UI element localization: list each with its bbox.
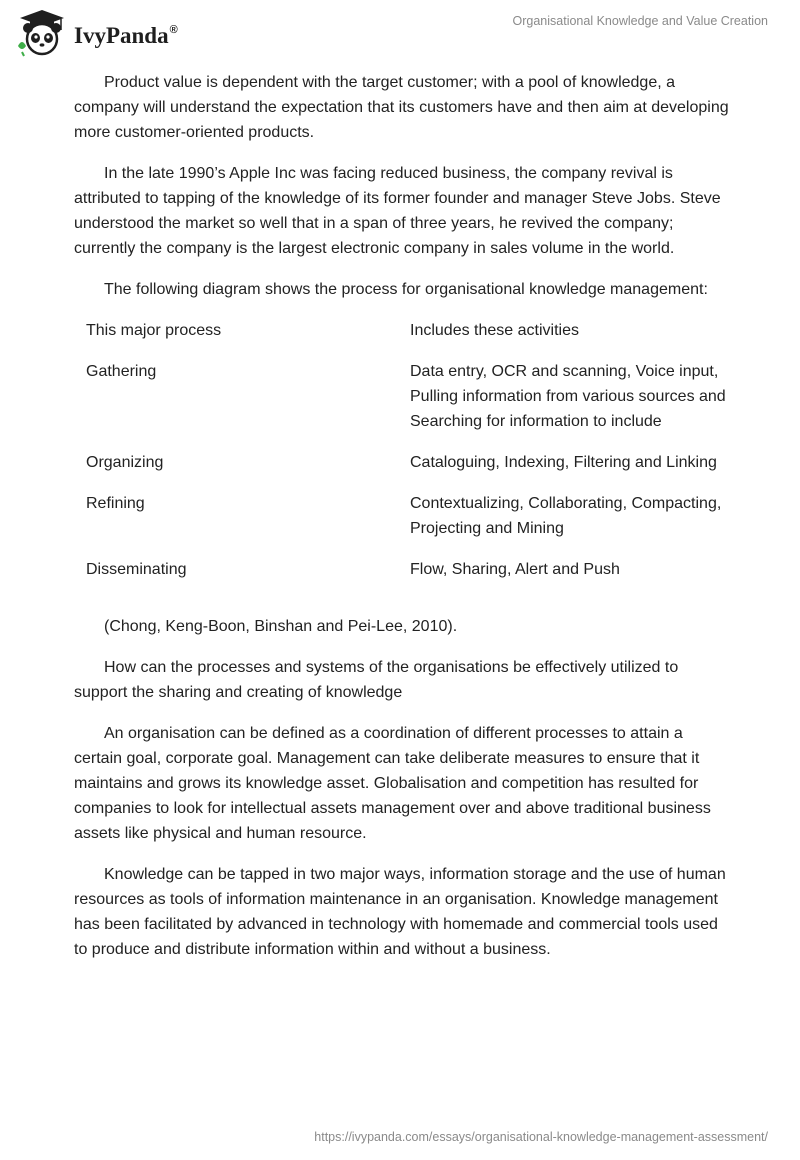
page-header [0, 0, 800, 60]
table-header-cell: This major process [86, 322, 222, 339]
table-cell-activities: Flow, Sharing, Alert and Push [410, 561, 620, 578]
source-url-link[interactable]: https://ivypanda.com/essays/organisational-knowledge-management-assessment/ [314, 1130, 768, 1144]
paragraph: The following diagram shows the process for organisational knowledge management: [104, 281, 708, 298]
knowledge-process-table [72, 318, 730, 598]
table-cell-process: Gathering [86, 363, 157, 380]
essay-content [74, 70, 734, 978]
table-cell-activities: Data entry, OCR and scanning, Voice input, Pulling information from various sources and Searching for information to include [410, 363, 726, 430]
table-cell-process: Disseminating [86, 561, 187, 578]
paragraph: Product value is dependent with the target customer; with a pool of knowledge, a company will understand the expectation that its customers have and then aim at developing more customer-oriented products. [74, 74, 729, 141]
table-cell-activities: Cataloguing, Indexing, Filtering and Linking [410, 454, 717, 471]
table-cell-process: Refining [86, 495, 145, 512]
brand-name: IvyPanda® [74, 23, 178, 48]
panda-logo-icon [14, 8, 70, 58]
paragraph: How can the processes and systems of the organisations be effectively utilized to support the sharing and creating of knowledge [74, 659, 679, 701]
table-row [72, 450, 730, 491]
table-header-cell: Includes these activities [410, 322, 579, 339]
document-title: Organisational Knowledge and Value Creation [512, 14, 768, 28]
paragraph: An organisation can be defined as a coordination of different processes to attain a certain goal, corporate goal. Management can take deliberate measures to ensure that it maintains and grows its knowledge asset. Globalisation and competition has resulted for companies to look for intellectual assets management over and above traditional business assets like physical and human resource. [74, 725, 711, 842]
table-row [72, 359, 730, 450]
table-cell-process: Organizing [86, 454, 164, 471]
table-header-row [72, 318, 730, 359]
table-row [72, 491, 730, 557]
paragraph: Knowledge can be tapped in two major ways, information storage and the use of human resources as tools of information maintenance in an organisation. Knowledge management has been facilitated by advanced in technology with homemade and commercial tools used to produce and distribute information within and without a business. [74, 866, 726, 958]
table-cell-activities: Contextualizing, Collaborating, Compacting, Projecting and Mining [410, 495, 722, 537]
citation: (Chong, Keng-Boon, Binshan and Pei-Lee, 2010). [104, 618, 458, 635]
table-row [72, 557, 730, 598]
logo-link[interactable] [14, 8, 178, 58]
paragraph: In the late 1990’s Apple Inc was facing reduced business, the company revival is attributed to tapping of the knowledge of its former founder and manager Steve Jobs. Steve understood the market so well that in a span of three years, he revived the company; currently the company is the largest electronic company in sales volume in the world. [74, 165, 721, 257]
